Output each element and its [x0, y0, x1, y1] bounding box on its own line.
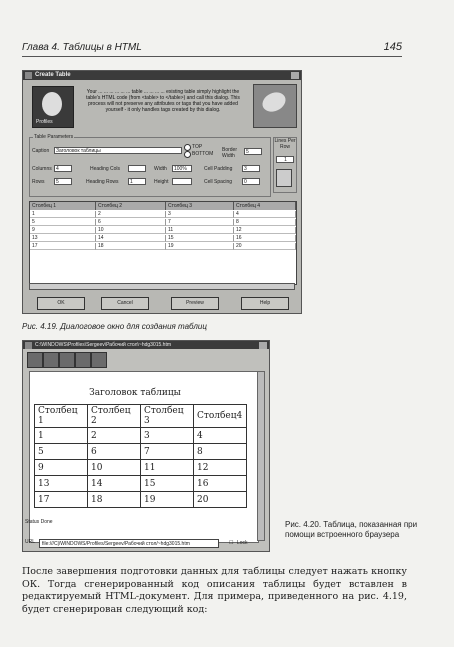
page-number: 145 [383, 41, 402, 53]
lock-checkbox[interactable]: ☐ [229, 540, 234, 546]
columns-label: Columns [32, 166, 52, 172]
status-value: Done [40, 519, 53, 525]
table-cell: 7 [141, 444, 194, 460]
status-label: Status [25, 519, 40, 525]
satellite-dish-icon [253, 84, 297, 128]
table-header-cell: Столбец 3 [141, 405, 194, 428]
table-cell: 17 [35, 492, 88, 508]
logo-mark [42, 92, 62, 116]
caption-input[interactable]: Заголовок таблицы [54, 147, 182, 154]
heading-rows-label: Heading Rows [86, 179, 119, 185]
height-label: Height [154, 179, 169, 185]
close-icon[interactable] [291, 72, 299, 79]
url-bar [25, 539, 265, 549]
ok-button[interactable]: OK [37, 297, 85, 310]
grid-header: Столбец 1 [30, 202, 96, 210]
table-cell: 9 [35, 460, 88, 476]
running-header [22, 40, 402, 57]
dialog-title: Create Table [35, 72, 71, 78]
table-cell: 16 [194, 476, 247, 492]
table-cell: 10 [88, 460, 141, 476]
rows-input[interactable]: 5 [54, 178, 72, 185]
lines-spinner[interactable] [276, 169, 292, 187]
table-cell: 19 [141, 492, 194, 508]
table-row [35, 460, 247, 476]
cell-padding-label: Cell Padding [204, 166, 233, 172]
dialog-title-bar [23, 71, 301, 80]
grid-header: Столбец 4 [234, 202, 296, 210]
grid-cell[interactable]: 9 [30, 227, 96, 234]
table-cell: 8 [194, 444, 247, 460]
browser-vertical-scrollbar[interactable] [257, 371, 265, 541]
cell-spacing-label: Cell Spacing [204, 179, 233, 185]
table-cell: 14 [88, 476, 141, 492]
grid-horizontal-scrollbar[interactable] [29, 283, 295, 290]
group-title: Table Parameters [34, 134, 74, 140]
table-cell: 15 [141, 476, 194, 492]
border-input[interactable]: 5 [244, 148, 262, 155]
browser-window [22, 340, 270, 552]
browser-title: C:\WINDOWS\Profiles\Sergeev\Рабочий стол\~hdg3015.htm [35, 342, 172, 348]
table-cell: 13 [35, 476, 88, 492]
grid-cell[interactable]: 13 [30, 235, 96, 242]
cell-padding-input[interactable]: 3 [242, 165, 260, 172]
table-header-cell: Столбец4 [194, 405, 247, 428]
grid-cell[interactable]: 16 [234, 235, 296, 242]
height-input[interactable] [172, 178, 192, 185]
print-icon[interactable] [91, 352, 107, 368]
table-cell: 2 [88, 428, 141, 444]
grid-cell[interactable]: 20 [234, 243, 296, 250]
table-row [35, 428, 247, 444]
stop-icon[interactable] [59, 352, 75, 368]
back-icon[interactable] [27, 352, 43, 368]
table-header-cell: Столбец 2 [88, 405, 141, 428]
table-caption: Заголовок таблицы [89, 388, 181, 398]
table-cell: 3 [141, 428, 194, 444]
lines-per-row-label: Lines Per Row [274, 138, 296, 150]
width-input[interactable]: 100% [172, 165, 192, 172]
lock-label: Lock [237, 540, 248, 546]
top-radio[interactable] [184, 144, 191, 151]
table-row [35, 444, 247, 460]
grid-cell[interactable]: 12 [234, 227, 296, 234]
table-row [35, 476, 247, 492]
grid-cell[interactable]: 5 [30, 219, 96, 226]
grid-cell[interactable]: 18 [96, 243, 166, 250]
browser-viewport [29, 371, 259, 543]
cancel-button[interactable]: Cancel [101, 297, 149, 310]
chapter-title: Глава 4. Таблицы в HTML [22, 42, 142, 53]
bottom-label: BOTTOM [192, 151, 214, 157]
help-button[interactable]: Help [241, 297, 289, 310]
rendered-table [34, 404, 247, 508]
logo-text: Profiles [36, 119, 53, 125]
create-table-dialog [22, 70, 302, 314]
rows-label: Rows [32, 179, 45, 185]
heading-cols-input[interactable] [128, 165, 146, 172]
app-icon [25, 342, 32, 349]
table-cell: 6 [88, 444, 141, 460]
forward-icon[interactable] [43, 352, 59, 368]
refresh-icon[interactable] [75, 352, 91, 368]
table-row [35, 492, 247, 508]
table-cell: 1 [35, 428, 88, 444]
table-cell: 11 [141, 460, 194, 476]
grid-cell[interactable]: 17 [30, 243, 96, 250]
grid-cell[interactable]: 2 [96, 211, 166, 218]
top-label: TOP [192, 144, 203, 150]
dialog-intro-text: Your ... ... ... ... ... ... table ... ... ... ... existing table simply highlight the table's HTML code (from <table> to </table>) and call this dialog. This process will not preserve any attributes or tags that you have added yourself - it only handles tags created by this dialog. [86, 89, 240, 113]
url-input[interactable]: file:///C|/WINDOWS/Profiles/Sergeev/Рабочий стол/~hdg3015.htm [39, 539, 219, 548]
figure-caption-420: Рис. 4.20. Таблица, показанная при помощи встроенного браузера [285, 520, 418, 539]
table-cell: 18 [88, 492, 141, 508]
grid-cell[interactable]: 4 [234, 211, 296, 218]
grid-cell[interactable]: 11 [166, 227, 234, 234]
heading-rows-input[interactable]: 1 [128, 178, 146, 185]
grid-cell[interactable]: 7 [166, 219, 234, 226]
grid-header: Столбец 3 [166, 202, 234, 210]
grid-cell[interactable]: 8 [234, 219, 296, 226]
table-header-cell: Столбец 1 [35, 405, 88, 428]
cell-spacing-input[interactable]: 0 [242, 178, 260, 185]
table-parameters-group [29, 134, 271, 197]
grid-cell[interactable]: 10 [96, 227, 166, 234]
grid-header: Столбец 2 [96, 202, 166, 210]
body-paragraph: После завершения подготовки данных для таблицы следует нажать кнопку ОК. Тогда сгенерированный код описания таблицы будет вставлен в редактируемый HTML-документ. Для примера, приведенного на рис. 4.19, будет сгенерирован следующий код: [22, 566, 407, 615]
caption-label: Caption [32, 148, 50, 154]
table-cell: 5 [35, 444, 88, 460]
width-label: Width [154, 166, 167, 172]
table-cell: 20 [194, 492, 247, 508]
figure-caption-419: Рис. 4.19. Диалоговое окно для создания таблиц [22, 322, 207, 331]
table-header-row [35, 405, 247, 428]
columns-input[interactable]: 4 [54, 165, 72, 172]
grid-cell[interactable]: 6 [96, 219, 166, 226]
grid-cell[interactable]: 1 [30, 211, 96, 218]
app-icon [25, 72, 32, 79]
table-data-grid[interactable] [29, 201, 297, 285]
lines-per-row-input[interactable]: 1 [276, 156, 294, 163]
bottom-radio[interactable] [184, 151, 191, 158]
browser-title-bar [23, 341, 269, 349]
url-label: URL [25, 539, 36, 545]
preview-button[interactable]: Preview [171, 297, 219, 310]
grid-cell[interactable]: 15 [166, 235, 234, 242]
grid-cell[interactable]: 3 [166, 211, 234, 218]
heading-cols-label: Heading Cols [90, 166, 121, 172]
profiles-logo [32, 86, 74, 128]
grid-cell[interactable]: 19 [166, 243, 234, 250]
close-icon[interactable] [259, 342, 267, 349]
grid-cell[interactable]: 14 [96, 235, 166, 242]
border-label: Border Width [222, 147, 238, 159]
status-bar [25, 519, 265, 526]
table-cell: 4 [194, 428, 247, 444]
table-cell: 12 [194, 460, 247, 476]
